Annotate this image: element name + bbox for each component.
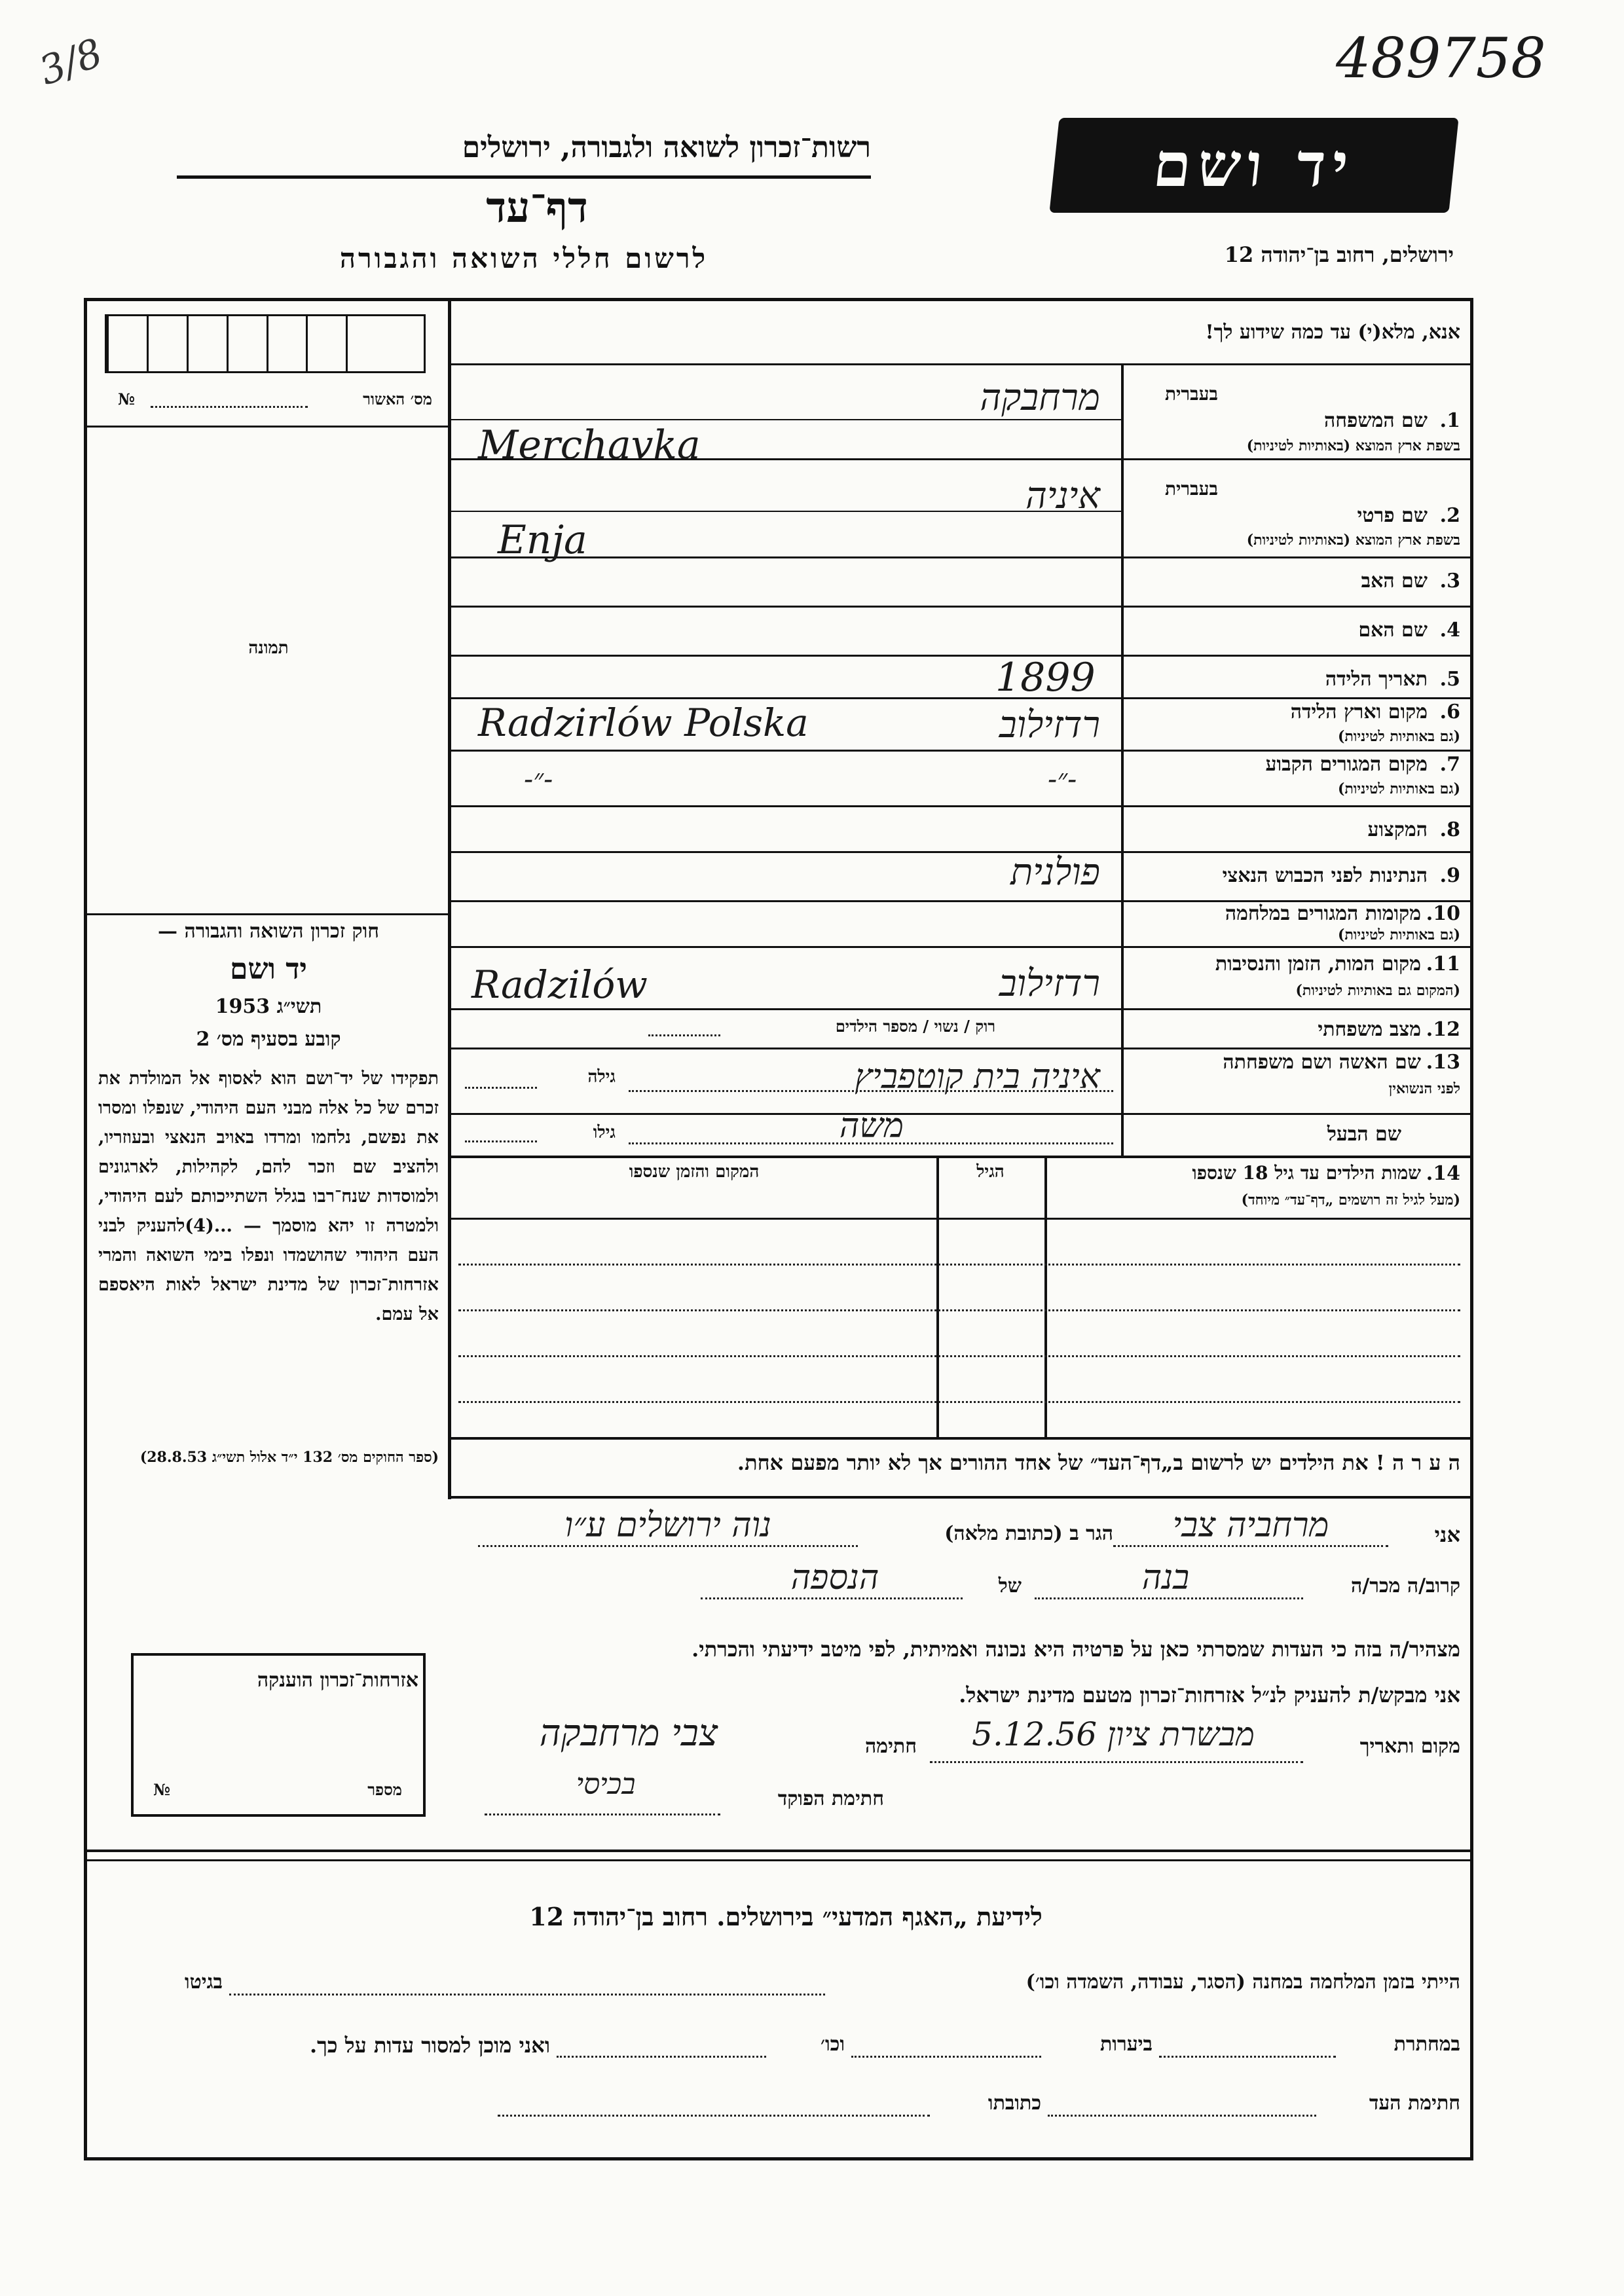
children-note: ה ע ר ה ! את הילדים יש לרשום ב„דף־העד״ של אחד ההורים אך לא יותר מפעם אחת. [737, 1450, 1460, 1475]
law-title: חוק זכרון השואה והגבורה — [158, 920, 379, 943]
decl-request: אני מבקש/ת להעניק לנ״ל אזרחות־זכרון מטעם מדינת ישראל. [959, 1683, 1460, 1707]
f7-value-b: -״- [1048, 763, 1077, 795]
husband-age-line [465, 1140, 537, 1142]
f14-label: שמות הילדים עד גיל 18 שנספו [1192, 1162, 1421, 1184]
bottom-line2-a: במחתרת [1393, 2033, 1460, 2056]
left-column-divider [448, 298, 451, 1499]
children-col-1 [936, 1156, 939, 1437]
f6-value-latin: Radzirlów Polska [478, 701, 809, 745]
approval-label: מס׳ האשור [363, 390, 432, 409]
f9-num: 9. [1439, 864, 1460, 887]
f7-num: 7. [1439, 753, 1460, 776]
decl-of: הנספה [790, 1558, 879, 1597]
decl-lives-at: הגר ב (כתובת מלאה) [944, 1522, 1113, 1545]
decl-of-label: של [998, 1575, 1022, 1597]
row-rule-10 [448, 946, 1473, 948]
f3-num: 3. [1439, 570, 1460, 592]
decl-name-line [1113, 1545, 1388, 1547]
f1-value-hebrew: מרחבקה [980, 376, 1100, 419]
law-box-top-rule [84, 913, 448, 915]
f14-num: 14. [1426, 1162, 1460, 1185]
bottom-line3-dots-a [1048, 2115, 1316, 2117]
instruction-text: אנא, מלא(י) עד כמה שידוע לך! [1205, 321, 1460, 344]
f1-sub: בשפת ארץ המוצא (באותיות לטיניות) [1246, 437, 1460, 454]
row-rule-7 [448, 805, 1473, 807]
husband-name-line [629, 1142, 1113, 1144]
children-row-4 [458, 1401, 1460, 1403]
label-column-divider [1121, 363, 1124, 1156]
stamp-box-number-label: מספר [367, 1780, 402, 1799]
decl-officer-label: חתימת הפוקד [777, 1787, 884, 1810]
bottom-line2-dots-b [851, 2056, 1041, 2058]
f4-num: 4. [1439, 619, 1460, 642]
f1-hebrew-label: בעברית [1164, 383, 1218, 405]
yad-vashem-logo [1049, 118, 1458, 213]
children-row-3 [458, 1355, 1460, 1357]
approval-grid [105, 314, 426, 373]
bottom-line2-c: וכו׳ [821, 2033, 845, 2056]
form-title: דף־עד [486, 183, 588, 232]
bottom-heading: לידיעת „האגף המדעי״ בירושלים. רחוב בן־יהודה 12 [529, 1902, 1043, 1931]
f2-num: 2. [1439, 504, 1460, 527]
f13-age-label: גילה [587, 1067, 616, 1087]
stamp-box-title: אזרחות־זכרון הוענקה [257, 1669, 418, 1692]
f11-value-latin: Radzilów [471, 962, 648, 1007]
f11-value-hebrew: רדזילוב [999, 962, 1100, 1005]
decl-address: נוה ירושלים ע״ו [564, 1506, 771, 1545]
law-year: תשי״ג 1953 [215, 995, 322, 1018]
logo-text: יד ושם [1150, 130, 1358, 200]
law-name: יד ושם [230, 953, 307, 986]
bottom-line3-a: חתימת העד [1369, 2092, 1460, 2115]
archive-number: 489758 [1336, 26, 1546, 90]
f5-num: 5. [1439, 668, 1460, 691]
bottom-double-rule-b [84, 1859, 1473, 1861]
bottom-line2-dots-a [1159, 2056, 1336, 2058]
row-rule-11 [448, 1008, 1473, 1010]
f6-label: מקום וארץ הלידה [1290, 701, 1428, 723]
law-clause: קובע בסעיף מס׳ 2 [196, 1028, 341, 1051]
f6-value-hebrew: רדזילוב [999, 704, 1100, 746]
f13-num: 13. [1426, 1051, 1460, 1074]
decl-place-date-line [930, 1761, 1303, 1763]
row-rule-12 [448, 1048, 1473, 1049]
children-header-rule [448, 1218, 1473, 1220]
row-rule-4 [448, 655, 1473, 657]
children-bottom-rule [448, 1437, 1473, 1440]
f10-label: מקומות המגורים במלחמה [1225, 902, 1421, 925]
f10-num: 10. [1426, 902, 1460, 925]
row-rule-3 [448, 606, 1473, 608]
decl-relation-line [1035, 1597, 1303, 1599]
approval-number-line [151, 406, 308, 408]
f12-label: מצב משפחתי [1318, 1018, 1421, 1041]
form-subtitle: לרשום חללי השואה והגבורה [339, 242, 709, 274]
decl-of-line [701, 1597, 963, 1599]
f12-options: רוק / נשוי / מספר הילדים [835, 1017, 995, 1036]
husband-value: משה [839, 1106, 904, 1146]
f13-age-line [465, 1087, 537, 1089]
decl-place-date-label: מקום ותאריך [1359, 1735, 1460, 1758]
f2-value-hebrew: איניה [1025, 475, 1100, 517]
f1-label: שם המשפחה [1323, 409, 1428, 432]
f5-value: 1899 [995, 655, 1096, 701]
f2-label: שם פרטי [1357, 504, 1428, 527]
bottom-line3-b: כתובתו [987, 2092, 1041, 2115]
f8-label: המקצוע [1367, 818, 1428, 841]
f1-split [448, 419, 1121, 420]
husband-label: שם הבעל [1327, 1123, 1401, 1146]
bottom-line3-dots-b [498, 2115, 930, 2117]
bottom-line1: הייתי בזמן המלחמה במחנה (הסגר, עבודה, השמדה וכו׳) [1025, 1971, 1460, 1994]
header-address: ירושלים, רחוב בן־יהודה 12 [1224, 242, 1454, 267]
f14-sub: (מעל לגיל זה רושמים „דף־עד״ מיוחד) [1241, 1192, 1460, 1209]
f2-hebrew-label: בעברית [1164, 478, 1218, 500]
f14-col-age: הגיל [976, 1162, 1005, 1182]
decl-place-date: מבשרת ציון 5.12.56 [972, 1715, 1255, 1753]
approval-number-mark: № [118, 390, 136, 409]
children-row-2 [458, 1309, 1460, 1311]
f7-sub: (גם באותיות לטיניות) [1337, 780, 1460, 797]
f8-num: 8. [1439, 818, 1460, 841]
f12-children-line [648, 1034, 720, 1036]
instruction-rule [448, 363, 1473, 365]
decl-officer-line [485, 1813, 720, 1815]
f10-sub: (גם באותיות לטיניות) [1337, 926, 1460, 943]
f5-label: תאריך הלידה [1325, 668, 1428, 691]
row-rule-14 [448, 1156, 1473, 1158]
f13-name-line [629, 1090, 1113, 1092]
row-rule-13 [448, 1113, 1473, 1115]
f11-num: 11. [1426, 953, 1460, 975]
f2-sub: בשפת ארץ המוצא (באותיות לטיניות) [1246, 532, 1460, 549]
decl-signature: צבי מרחבקה [539, 1712, 718, 1755]
decl-officer-signature: בכיסי [576, 1768, 636, 1801]
bottom-line1-end: בגיטו [184, 1971, 223, 1994]
f6-sub: (גם באותיות לטיניות) [1337, 728, 1460, 745]
f1-value-latin: Merchavka [478, 422, 701, 468]
husband-age-label: גילו [593, 1123, 616, 1142]
bottom-double-rule-a [84, 1850, 1473, 1852]
f2-value-latin: Enja [498, 517, 587, 563]
f6-num: 6. [1439, 701, 1460, 723]
decl-signature-label: חתימה [865, 1735, 917, 1758]
law-source: (ספר החוקים מס׳ 132 י״ד אלול תשי״ג 28.8.53) [139, 1449, 439, 1466]
f13-value: איניה בית קוטפביץ [855, 1057, 1100, 1097]
stamp-box-number-mark: № [153, 1780, 171, 1799]
children-row-1 [458, 1264, 1460, 1266]
row-rule-6 [448, 750, 1473, 752]
f7-label: מקום המגורים הקבוע [1265, 753, 1428, 776]
f13-sub: לפני הנשואין [1388, 1080, 1460, 1097]
corner-mark: 3/8 [33, 29, 109, 95]
bottom-line2-d: ואני מוכן למסור עדות על כך. [309, 2033, 550, 2058]
f12-num: 12. [1426, 1018, 1460, 1041]
bottom-line2-b: ביערות [1099, 2033, 1153, 2056]
note-rule [448, 1496, 1473, 1499]
photo-label: תמונה [248, 638, 289, 658]
row-rule-2 [448, 556, 1473, 558]
f1-num: 1. [1439, 409, 1460, 432]
f4-label: שם האם [1358, 619, 1428, 642]
law-text: תפקידו של יד־ושם הוא לאסוף אל המולדת את זכרם של כל אלה מבני העם היהודי, שנפלו ומסרו את נפשם, נלחמו ומרדו באויב הנאצי ובעוזריו, ולהציב שם וזכר להם, לקהילות, לארגונים ולמוסדות שנח־רבו בגלל השתייכותם לעם היהודי, ולמטרה זו יהא מוסמך — ...(4)להעניק לבני העם היהודי שהושמדו ונפלו בימי השואה והמרי אזרחות־זכרון של מדינת ישראל לאות היאספם אל עמם. [98, 1068, 439, 1324]
bottom-line2-dots-c [557, 2056, 766, 2058]
authority-title: רשות־זכרון לשואה ולגבורה, ירושלים [462, 131, 871, 164]
decl-relation: בנה [1141, 1558, 1190, 1597]
row-rule-5 [448, 697, 1473, 699]
children-col-2 [1044, 1156, 1047, 1437]
decl-statement: מצהיר/ה בזה כי העדות שמסרתי כאן על פרטיה היא נכונה ואמיתית, לפי מיטב ידיעתי והכרתי. [692, 1637, 1460, 1662]
f3-label: שם האב [1361, 570, 1428, 592]
decl-name: מרחביה צבי [1172, 1506, 1329, 1545]
decl-i-am: אני [1434, 1522, 1460, 1547]
f14-col-place: המקום והזמן שנספו [629, 1162, 760, 1182]
approval-rule [84, 426, 448, 428]
decl-relation-label: קרוב/ה מכר/ה [1351, 1575, 1460, 1597]
f9-label: הנתינות לפני הכבוש הנאצי [1222, 864, 1428, 887]
bottom-line1-dots [229, 1994, 825, 1995]
decl-address-line [478, 1545, 858, 1547]
header-rule [177, 175, 871, 179]
f13-label: שם האשה ושם משפחתה [1223, 1051, 1421, 1074]
f11-sub: (המקום גם באותיות לטיניות) [1295, 982, 1460, 999]
f9-value: פולנית [1010, 851, 1100, 894]
f11-label: מקום המות, הזמן והנסיבות [1215, 953, 1421, 975]
f7-value-a: -״- [524, 763, 553, 795]
memorial-citizenship-box [131, 1653, 426, 1817]
